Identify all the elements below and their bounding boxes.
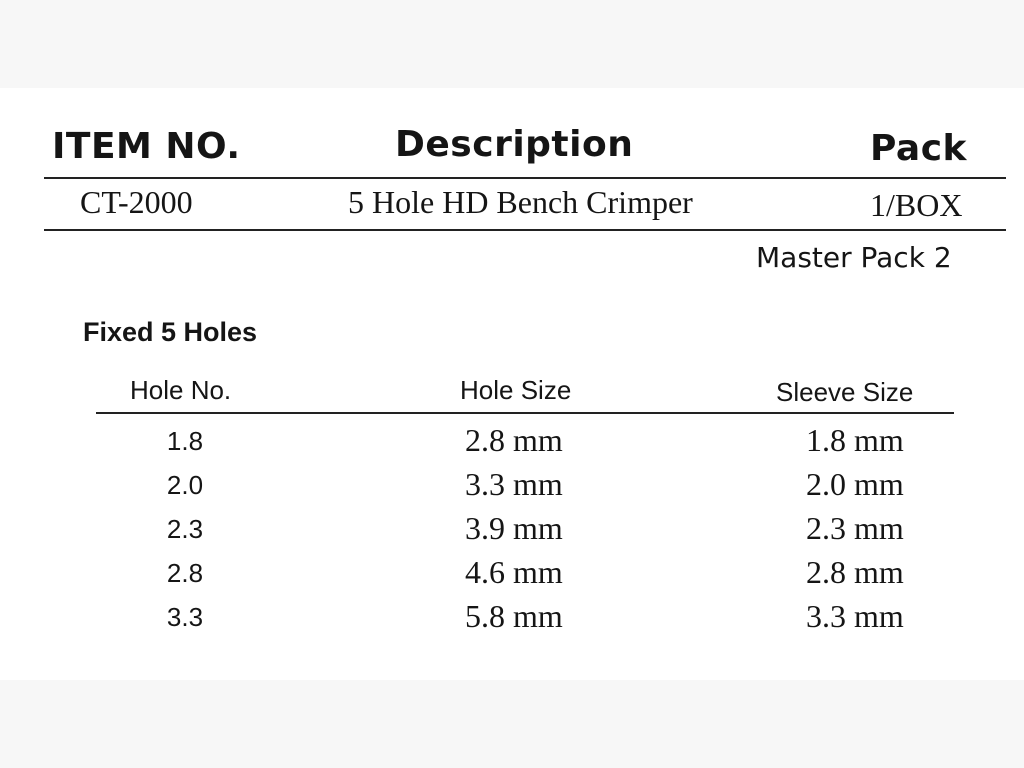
column-hole-size: Hole Size [460, 375, 572, 405]
sleeve-size: 3.3 mm [806, 598, 904, 634]
master-pack: Master Pack 2 [756, 241, 952, 274]
hole-size: 2.8 mm [465, 422, 563, 458]
item-description: 5 Hole HD Bench Crimper [348, 184, 693, 220]
item-number: CT-2000 [80, 184, 193, 220]
column-hole-no: Hole No. [130, 375, 232, 405]
hole-size: 3.3 mm [465, 466, 563, 502]
hole-size: 3.9 mm [465, 510, 563, 546]
sleeve-size: 2.0 mm [806, 466, 904, 502]
table-row [100, 510, 960, 554]
hole-number: 1.8 [166, 426, 204, 456]
table-row [100, 598, 960, 642]
section-title: Fixed 5 Holes [83, 317, 258, 347]
sleeve-size: 1.8 mm [806, 422, 904, 458]
hole-number: 3.3 [166, 602, 204, 632]
sleeve-size: 2.3 mm [806, 510, 904, 546]
sleeve-size: 2.8 mm [806, 554, 904, 590]
hole-number: 2.0 [166, 470, 204, 500]
hole-number: 2.8 [166, 558, 204, 588]
table-row [100, 554, 960, 598]
table-row [100, 422, 960, 466]
hole-number: 2.3 [166, 514, 204, 544]
table-row [100, 466, 960, 510]
header-item-no: ITEM NO. [52, 126, 241, 167]
holes-table [100, 422, 960, 642]
header-description: Description [395, 124, 634, 165]
hole-size: 5.8 mm [465, 598, 563, 634]
header-pack: Pack [870, 128, 967, 169]
columns-divider [96, 412, 954, 414]
hole-size: 4.6 mm [465, 554, 563, 590]
item-pack: 1/BOX [870, 187, 963, 223]
header-divider [44, 177, 1006, 179]
row-divider [44, 229, 1006, 231]
column-sleeve-size: Sleeve Size [776, 377, 914, 407]
